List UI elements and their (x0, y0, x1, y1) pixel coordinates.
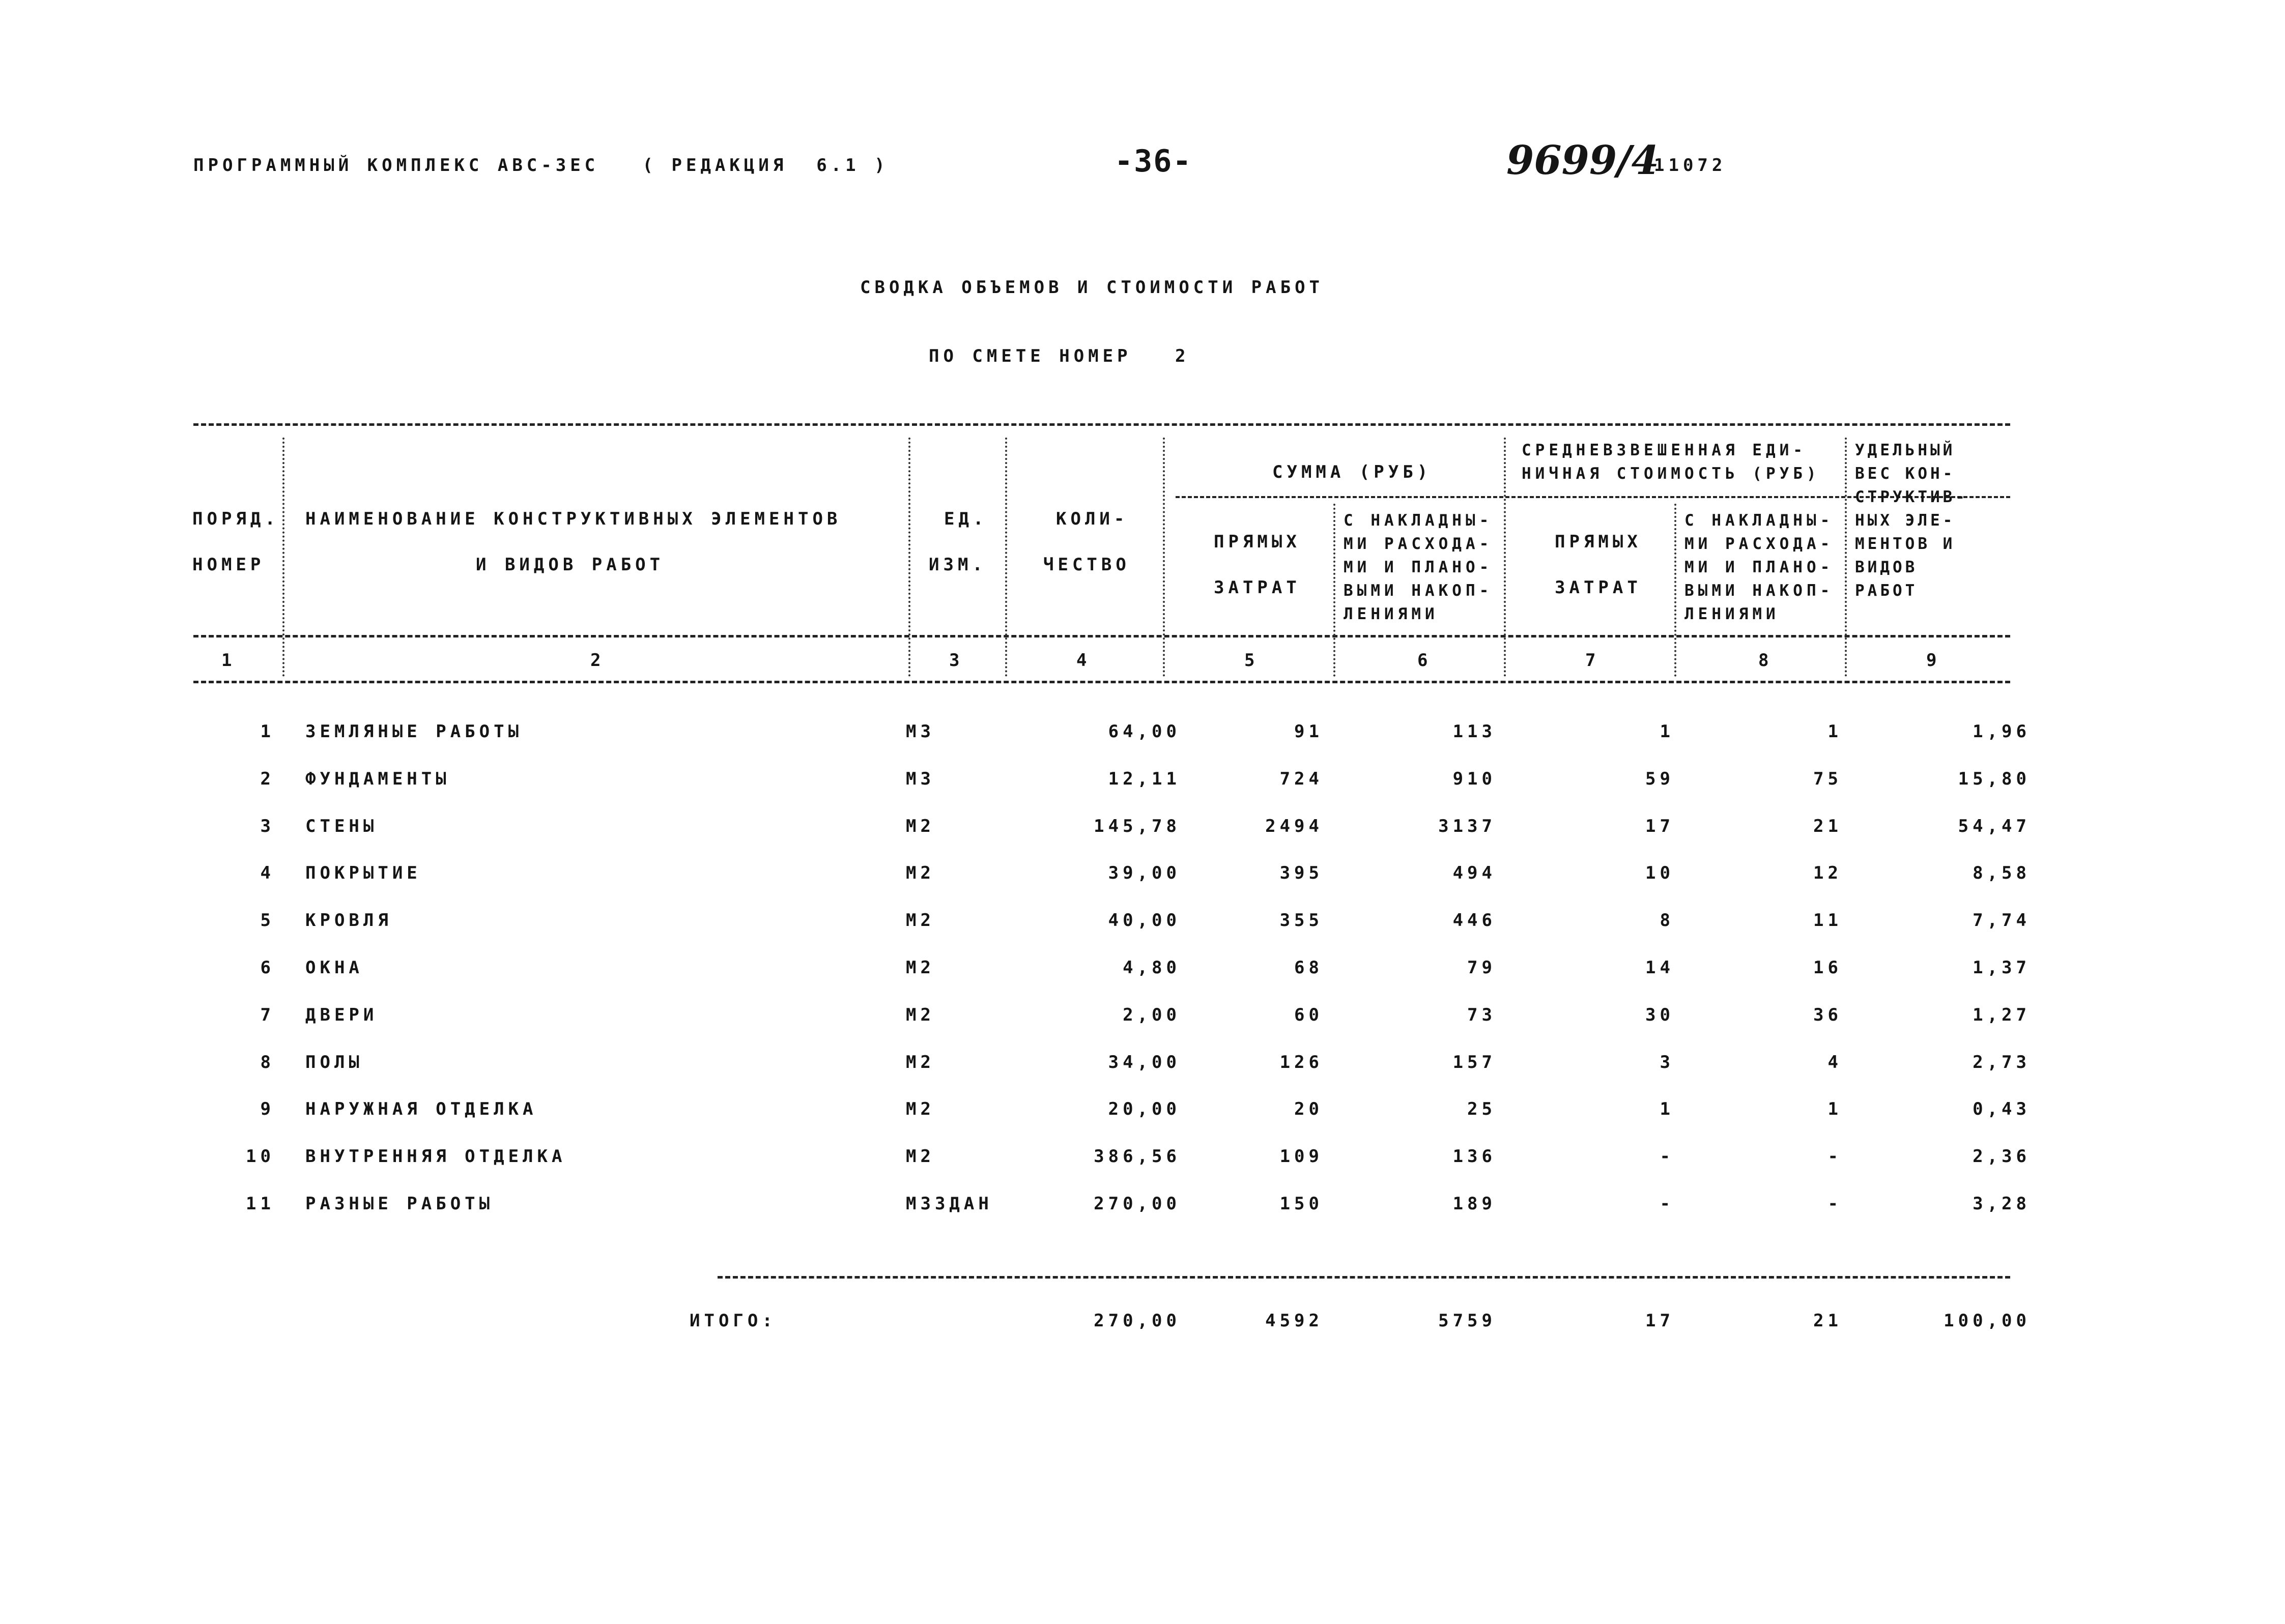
col-weight (1855, 439, 1968, 602)
row-avg-direct: - (1660, 1146, 1674, 1167)
row-avg-overhead: 75 (1813, 769, 1842, 789)
row-avg-direct: 1 (1660, 1099, 1674, 1119)
row-direct: 150 (1279, 1194, 1323, 1214)
row-unit: М2 (906, 1099, 935, 1119)
row-number: 1 (260, 721, 275, 742)
row-avg-direct: 1 (1660, 721, 1674, 742)
colnum-5: 5 (1244, 650, 1259, 671)
row-avg-overhead: - (1827, 1194, 1842, 1214)
col-sep (1504, 438, 1506, 677)
row-weight: 2,36 (1973, 1146, 2031, 1167)
colnum-8: 8 (1758, 650, 1773, 671)
row-overhead: 157 (1452, 1052, 1496, 1072)
row-number: 8 (260, 1052, 275, 1072)
h-line: МЕНТОВ И (1855, 535, 1956, 553)
colnum-6: 6 (1417, 650, 1432, 671)
col-qty-line1: КОЛИ- (1056, 509, 1129, 529)
row-qty: 270,00 (1094, 1194, 1181, 1214)
row-overhead: 113 (1452, 721, 1496, 742)
row-unit: М2 (906, 1146, 935, 1167)
col-sep (908, 438, 910, 677)
h-line: МИ И ПЛАНО- (1684, 558, 1834, 576)
row-qty: 12,11 (1108, 769, 1181, 789)
row-direct: 109 (1279, 1146, 1323, 1167)
row-weight: 3,28 (1973, 1194, 2031, 1214)
row-number: 4 (260, 863, 275, 883)
h-line: ВЕС КОН- (1855, 465, 1956, 483)
total-qty: 270,00 (1094, 1311, 1181, 1331)
col-sep (282, 438, 284, 677)
row-overhead: 3137 (1438, 816, 1496, 836)
col-num-line2: НОМЕР (192, 555, 265, 575)
colnum-1: 1 (221, 650, 236, 671)
row-overhead: 79 (1467, 958, 1496, 978)
row-name: НАРУЖНАЯ ОТДЕЛКА (305, 1099, 537, 1119)
row-direct: 355 (1279, 910, 1323, 931)
row-direct: 68 (1294, 958, 1323, 978)
col-avg-direct-line1: ПРЯМЫХ (1555, 532, 1642, 552)
row-unit: М3ЗДАН (906, 1194, 993, 1214)
row-name: ЗЕМЛЯНЫЕ РАБОТЫ (305, 721, 523, 742)
row-direct: 126 (1279, 1052, 1323, 1072)
colnum-7: 7 (1585, 650, 1600, 671)
col-sep (1674, 504, 1676, 677)
row-qty: 386,56 (1094, 1146, 1181, 1167)
row-qty: 20,00 (1108, 1099, 1181, 1119)
h-line: СТРУКТИВ- (1855, 488, 1968, 506)
row-name: ОКНА (305, 958, 363, 978)
row-overhead: 910 (1452, 769, 1496, 789)
total-avg-overhead: 21 (1813, 1311, 1842, 1331)
row-direct: 60 (1294, 1005, 1323, 1025)
row-qty: 34,00 (1108, 1052, 1181, 1072)
col-unit-line1: ЕД. (944, 509, 988, 529)
row-avg-direct: 59 (1645, 769, 1674, 789)
row-avg-overhead: 16 (1813, 958, 1842, 978)
col-avg-overhead (1684, 509, 1834, 626)
total-overhead: 5759 (1438, 1311, 1496, 1331)
row-weight: 1,37 (1973, 958, 2031, 978)
row-unit: М2 (906, 863, 935, 883)
col-name-line2: И ВИДОВ РАБОТ (476, 555, 665, 575)
row-avg-overhead: - (1827, 1146, 1842, 1167)
row-unit: М3 (906, 721, 935, 742)
h-line: НИЧНАЯ СТОИМОСТЬ (РУБ) (1522, 465, 1820, 483)
row-weight: 15,80 (1958, 769, 2031, 789)
row-qty: 4,80 (1123, 958, 1181, 978)
row-name: ФУНДАМЕНТЫ (305, 769, 450, 789)
row-avg-direct: 8 (1660, 910, 1674, 931)
row-name: СТЕНЫ (305, 816, 378, 836)
header-bottom-rule (193, 635, 2010, 637)
row-weight: 8,58 (1973, 863, 2031, 883)
page-number: -36- (1115, 143, 1192, 179)
row-number: 5 (260, 910, 275, 931)
row-avg-overhead: 1 (1827, 721, 1842, 742)
colnum-3: 3 (949, 650, 964, 671)
h-line: ЛЕНИЯМИ (1344, 605, 1439, 623)
row-overhead: 494 (1452, 863, 1496, 883)
row-overhead: 189 (1452, 1194, 1496, 1214)
row-avg-direct: 10 (1645, 863, 1674, 883)
col-sep (1163, 438, 1165, 677)
colnum-2: 2 (590, 650, 605, 671)
row-weight: 1,27 (1973, 1005, 2031, 1025)
col-avg-group (1522, 439, 1820, 485)
h-line: ВЫМИ НАКОП- (1684, 582, 1834, 600)
col-sep (1845, 438, 1847, 677)
h-line: МИ РАСХОДА- (1684, 535, 1834, 553)
col-name-line1: НАИМЕНОВАНИЕ КОНСТРУКТИВНЫХ ЭЛЕМЕНТОВ (305, 509, 842, 529)
row-unit: М2 (906, 958, 935, 978)
doc-code: 11072 (1654, 155, 1727, 176)
row-avg-overhead: 4 (1827, 1052, 1842, 1072)
colnum-4: 4 (1076, 650, 1091, 671)
h-line: РАБОТ (1855, 582, 1918, 600)
col-qty-line2: ЧЕСТВО (1043, 555, 1130, 575)
row-avg-direct: 17 (1645, 816, 1674, 836)
col-num-line1: ПОРЯД. (192, 509, 279, 529)
row-direct: 91 (1294, 721, 1323, 742)
row-number: 7 (260, 1005, 275, 1025)
row-name: РАЗНЫЕ РАБОТЫ (305, 1194, 494, 1214)
row-unit: М2 (906, 1005, 935, 1025)
h-line: С НАКЛАДНЫ- (1684, 511, 1834, 530)
col-unit-line2: ИЗМ. (929, 555, 987, 575)
total-label: ИТОГО: (690, 1311, 777, 1331)
col-sum-overhead (1344, 509, 1493, 626)
h-line: НЫХ ЭЛЕ- (1855, 511, 1956, 530)
row-avg-overhead: 11 (1813, 910, 1842, 931)
total-direct: 4592 (1265, 1311, 1323, 1331)
row-overhead: 446 (1452, 910, 1496, 931)
colnum-9: 9 (1926, 650, 1941, 671)
row-name: КРОВЛЯ (305, 910, 392, 931)
table-top-rule (193, 423, 2010, 426)
row-number: 11 (246, 1194, 275, 1214)
row-unit: М3 (906, 769, 935, 789)
h-line: ВИДОВ (1855, 558, 1918, 576)
row-direct: 20 (1294, 1099, 1323, 1119)
row-avg-overhead: 36 (1813, 1005, 1842, 1025)
col-avg-direct-line2: ЗАТРАТ (1555, 577, 1642, 598)
h-line: ВЫМИ НАКОП- (1344, 582, 1493, 600)
col-sum-direct-line2: ЗАТРАТ (1214, 577, 1301, 598)
row-weight: 0,43 (1973, 1099, 2031, 1119)
row-avg-direct: 14 (1645, 958, 1674, 978)
col-sep (1005, 438, 1007, 677)
row-name: ПОКРЫТИЕ (305, 863, 421, 883)
report-title: СВОДКА ОБЪЕМОВ И СТОИМОСТИ РАБОТ (860, 277, 1324, 298)
total-rule (718, 1276, 2010, 1279)
row-name: ПОЛЫ (305, 1052, 363, 1072)
row-weight: 54,47 (1958, 816, 2031, 836)
row-avg-direct: 3 (1660, 1052, 1674, 1072)
total-weight: 100,00 (1944, 1311, 2031, 1331)
row-direct: 2494 (1265, 816, 1323, 836)
row-name: ВНУТРЕННЯЯ ОТДЕЛКА (305, 1146, 566, 1167)
row-unit: М2 (906, 910, 935, 931)
row-overhead: 136 (1452, 1146, 1496, 1167)
h-line: ЛЕНИЯМИ (1684, 605, 1780, 623)
h-line: МИ И ПЛАНО- (1344, 558, 1493, 576)
row-overhead: 73 (1467, 1005, 1496, 1025)
h-line: УДЕЛЬНЫЙ (1855, 441, 1956, 459)
row-avg-direct: 30 (1645, 1005, 1674, 1025)
col-sum-direct-line1: ПРЯМЫХ (1214, 532, 1301, 552)
row-qty: 40,00 (1108, 910, 1181, 931)
handwritten-doc-number: 9699/4 (1506, 137, 1659, 184)
row-unit: М2 (906, 1052, 935, 1072)
row-direct: 724 (1279, 769, 1323, 789)
h-line: С НАКЛАДНЫ- (1344, 511, 1493, 530)
row-avg-overhead: 1 (1827, 1099, 1842, 1119)
row-avg-overhead: 21 (1813, 816, 1842, 836)
row-number: 10 (246, 1146, 275, 1167)
row-name: ДВЕРИ (305, 1005, 378, 1025)
row-qty: 39,00 (1108, 863, 1181, 883)
col-sep (1333, 504, 1335, 677)
row-qty: 64,00 (1108, 721, 1181, 742)
row-direct: 395 (1279, 863, 1323, 883)
total-avg-direct: 17 (1645, 1311, 1674, 1331)
col-sum-group: СУММА (РУБ) (1272, 462, 1432, 482)
numbers-bottom-rule (193, 681, 2010, 683)
row-number: 6 (260, 958, 275, 978)
row-overhead: 25 (1467, 1099, 1496, 1119)
row-number: 3 (260, 816, 275, 836)
row-qty: 2,00 (1123, 1005, 1181, 1025)
row-number: 2 (260, 769, 275, 789)
h-line: МИ РАСХОДА- (1344, 535, 1493, 553)
row-avg-direct: - (1660, 1194, 1674, 1214)
row-avg-overhead: 12 (1813, 863, 1842, 883)
report-subtitle: ПО СМЕТЕ НОМЕР 2 (929, 346, 1190, 366)
row-weight: 1,96 (1973, 721, 2031, 742)
row-weight: 7,74 (1973, 910, 2031, 931)
row-qty: 145,78 (1094, 816, 1181, 836)
row-number: 9 (260, 1099, 275, 1119)
h-line: СРЕДНЕВЗВЕШЕННАЯ ЕДИ- (1522, 441, 1807, 459)
program-header: ПРОГРАММНЫЙ КОМПЛЕКС АВС-3ЕС ( РЕДАКЦИЯ 6.1 ) (193, 155, 889, 176)
row-weight: 2,73 (1973, 1052, 2031, 1072)
row-unit: М2 (906, 816, 935, 836)
